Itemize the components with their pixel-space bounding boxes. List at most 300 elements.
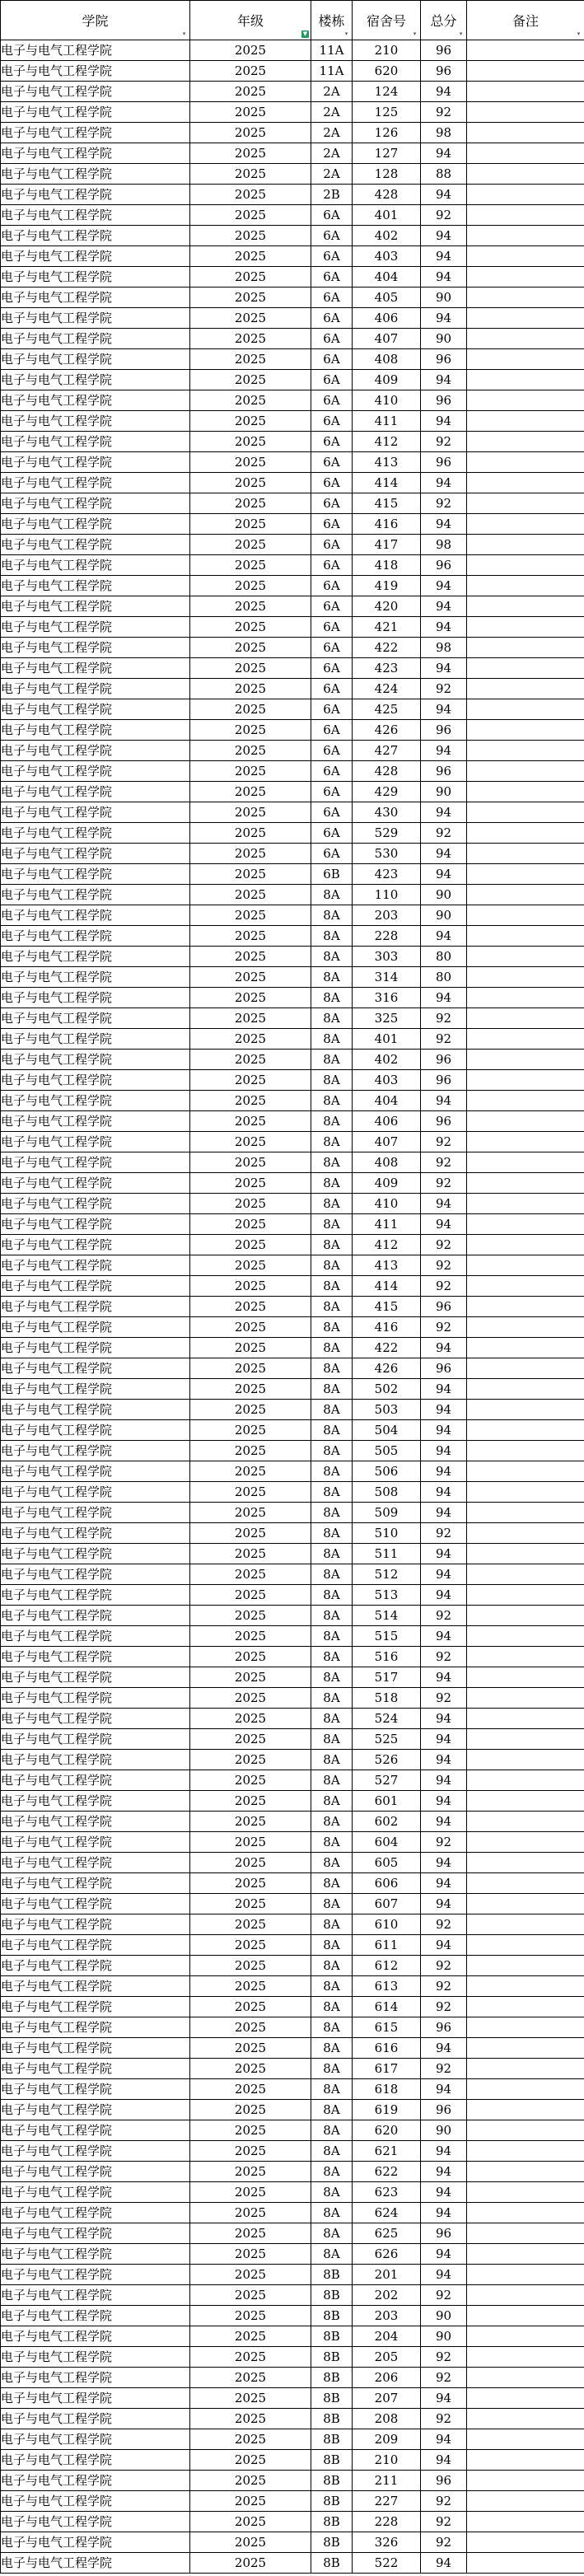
cell-score[interactable]: 94 [421, 2388, 467, 2409]
cell-score[interactable]: 92 [421, 1008, 467, 1029]
cell-college[interactable]: 电子与电气工程学院 [1, 246, 190, 267]
cell-remark[interactable] [467, 2017, 584, 2038]
cell-remark[interactable] [467, 2512, 584, 2532]
cell-building[interactable]: 6A [311, 246, 353, 267]
cell-score[interactable]: 94 [421, 1935, 467, 1956]
cell-building[interactable]: 8A [311, 2120, 353, 2141]
cell-score[interactable]: 94 [421, 1400, 467, 1420]
cell-building[interactable]: 8B [311, 2553, 353, 2574]
cell-building[interactable]: 8B [311, 2512, 353, 2532]
cell-college[interactable]: 电子与电气工程学院 [1, 1297, 190, 1317]
cell-remark[interactable] [467, 1523, 584, 1544]
cell-building[interactable]: 8B [311, 2450, 353, 2471]
cell-college[interactable]: 电子与电气工程学院 [1, 2368, 190, 2388]
cell-room[interactable]: 525 [353, 1729, 421, 1750]
cell-building[interactable]: 8A [311, 1482, 353, 1503]
cell-remark[interactable] [467, 390, 584, 411]
cell-score[interactable]: 92 [421, 1029, 467, 1050]
cell-score[interactable]: 94 [421, 2162, 467, 2182]
cell-year[interactable]: 2025 [190, 1709, 311, 1729]
cell-score[interactable]: 96 [421, 1050, 467, 1070]
cell-year[interactable]: 2025 [190, 2491, 311, 2512]
cell-year[interactable]: 2025 [190, 1812, 311, 1832]
cell-remark[interactable] [467, 1400, 584, 1420]
cell-building[interactable]: 6A [311, 452, 353, 473]
cell-remark[interactable] [467, 2306, 584, 2326]
cell-college[interactable]: 电子与电气工程学院 [1, 1482, 190, 1503]
cell-college[interactable]: 电子与电气工程学院 [1, 2038, 190, 2059]
cell-score[interactable]: 96 [421, 40, 467, 61]
cell-college[interactable]: 电子与电气工程学院 [1, 1791, 190, 1812]
cell-year[interactable]: 2025 [190, 1276, 311, 1297]
cell-building[interactable]: 8A [311, 1626, 353, 1647]
cell-college[interactable]: 电子与电气工程学院 [1, 2017, 190, 2038]
cell-year[interactable]: 2025 [190, 432, 311, 452]
cell-year[interactable]: 2025 [190, 1873, 311, 1894]
cell-year[interactable]: 2025 [190, 2079, 311, 2100]
cell-score[interactable]: 94 [421, 1770, 467, 1791]
cell-year[interactable]: 2025 [190, 926, 311, 947]
cell-score[interactable]: 94 [421, 1194, 467, 1214]
cell-room[interactable]: 206 [353, 2368, 421, 2388]
cell-building[interactable]: 8A [311, 1173, 353, 1194]
cell-remark[interactable] [467, 40, 584, 61]
cell-score[interactable]: 94 [421, 82, 467, 102]
cell-room[interactable]: 428 [353, 761, 421, 782]
cell-building[interactable]: 8A [311, 1400, 353, 1420]
cell-year[interactable]: 2025 [190, 782, 311, 802]
cell-building[interactable]: 6A [311, 349, 353, 370]
cell-college[interactable]: 电子与电气工程学院 [1, 1317, 190, 1338]
cell-college[interactable]: 电子与电气工程学院 [1, 1956, 190, 1976]
cell-year[interactable]: 2025 [190, 185, 311, 205]
cell-remark[interactable] [467, 1461, 584, 1482]
cell-year[interactable]: 2025 [190, 2203, 311, 2223]
cell-year[interactable]: 2025 [190, 1750, 311, 1770]
cell-college[interactable]: 电子与电气工程学院 [1, 782, 190, 802]
cell-building[interactable]: 8A [311, 1050, 353, 1070]
cell-year[interactable]: 2025 [190, 1503, 311, 1523]
cell-room[interactable]: 429 [353, 782, 421, 802]
cell-year[interactable]: 2025 [190, 473, 311, 493]
cell-remark[interactable] [467, 1132, 584, 1152]
cell-year[interactable]: 2025 [190, 2038, 311, 2059]
cell-score[interactable]: 96 [421, 1070, 467, 1091]
cell-college[interactable]: 电子与电气工程学院 [1, 2244, 190, 2265]
cell-remark[interactable] [467, 1317, 584, 1338]
cell-college[interactable]: 电子与电气工程学院 [1, 1400, 190, 1420]
cell-building[interactable]: 8A [311, 1956, 353, 1976]
cell-score[interactable]: 94 [421, 1420, 467, 1441]
cell-score[interactable]: 92 [421, 1647, 467, 1667]
cell-remark[interactable] [467, 741, 584, 761]
cell-room[interactable]: 415 [353, 493, 421, 514]
cell-room[interactable]: 207 [353, 2388, 421, 2409]
cell-year[interactable]: 2025 [190, 1400, 311, 1420]
cell-college[interactable]: 电子与电气工程学院 [1, 2162, 190, 2182]
cell-room[interactable]: 314 [353, 967, 421, 988]
cell-score[interactable]: 96 [421, 720, 467, 741]
cell-building[interactable]: 8B [311, 2326, 353, 2347]
cell-room[interactable]: 128 [353, 164, 421, 185]
cell-score[interactable]: 94 [421, 596, 467, 617]
cell-year[interactable]: 2025 [190, 1297, 311, 1317]
cell-college[interactable]: 电子与电气工程学院 [1, 679, 190, 699]
cell-year[interactable]: 2025 [190, 82, 311, 102]
cell-room[interactable]: 211 [353, 2471, 421, 2491]
cell-year[interactable]: 2025 [190, 2223, 311, 2244]
cell-room[interactable]: 620 [353, 2120, 421, 2141]
cell-remark[interactable] [467, 2326, 584, 2347]
cell-year[interactable]: 2025 [190, 1441, 311, 1461]
cell-score[interactable]: 94 [421, 2079, 467, 2100]
cell-year[interactable]: 2025 [190, 617, 311, 638]
cell-year[interactable]: 2025 [190, 1935, 311, 1956]
cell-room[interactable]: 203 [353, 2306, 421, 2326]
cell-score[interactable]: 94 [421, 1091, 467, 1111]
cell-year[interactable]: 2025 [190, 1255, 311, 1276]
cell-score[interactable]: 96 [421, 761, 467, 782]
cell-score[interactable]: 94 [421, 926, 467, 947]
cell-year[interactable]: 2025 [190, 802, 311, 823]
cell-building[interactable]: 8A [311, 2244, 353, 2265]
cell-remark[interactable] [467, 2409, 584, 2429]
cell-college[interactable]: 电子与电气工程学院 [1, 1379, 190, 1400]
cell-year[interactable]: 2025 [190, 658, 311, 679]
cell-building[interactable]: 6A [311, 576, 353, 596]
cell-college[interactable]: 电子与电气工程学院 [1, 947, 190, 967]
cell-building[interactable]: 8A [311, 1091, 353, 1111]
cell-year[interactable]: 2025 [190, 1956, 311, 1976]
cell-room[interactable]: 325 [353, 1008, 421, 1029]
cell-remark[interactable] [467, 411, 584, 432]
cell-room[interactable]: 511 [353, 1544, 421, 1564]
cell-building[interactable]: 6A [311, 473, 353, 493]
cell-building[interactable]: 8A [311, 1008, 353, 1029]
cell-college[interactable]: 电子与电气工程学院 [1, 1152, 190, 1173]
cell-score[interactable]: 92 [421, 823, 467, 844]
cell-score[interactable]: 94 [421, 2450, 467, 2471]
cell-college[interactable]: 电子与电气工程学院 [1, 1853, 190, 1873]
cell-room[interactable]: 617 [353, 2059, 421, 2079]
cell-remark[interactable] [467, 1564, 584, 1585]
cell-year[interactable]: 2025 [190, 2285, 311, 2306]
cell-college[interactable]: 电子与电气工程学院 [1, 1008, 190, 1029]
cell-score[interactable]: 94 [421, 844, 467, 864]
cell-room[interactable]: 404 [353, 267, 421, 288]
cell-score[interactable]: 90 [421, 288, 467, 308]
cell-building[interactable]: 8A [311, 1317, 353, 1338]
cell-year[interactable]: 2025 [190, 102, 311, 123]
cell-score[interactable]: 94 [421, 1338, 467, 1358]
cell-college[interactable]: 电子与电气工程学院 [1, 185, 190, 205]
cell-year[interactable]: 2025 [190, 1008, 311, 1029]
cell-room[interactable]: 408 [353, 349, 421, 370]
cell-room[interactable]: 619 [353, 2100, 421, 2120]
cell-building[interactable]: 8B [311, 2429, 353, 2450]
cell-remark[interactable] [467, 1647, 584, 1667]
cell-score[interactable]: 94 [421, 1626, 467, 1647]
cell-remark[interactable] [467, 1276, 584, 1297]
cell-college[interactable]: 电子与电气工程学院 [1, 967, 190, 988]
cell-score[interactable]: 92 [421, 2285, 467, 2306]
cell-building[interactable]: 8A [311, 1152, 353, 1173]
cell-building[interactable]: 8B [311, 2409, 353, 2429]
cell-year[interactable]: 2025 [190, 823, 311, 844]
cell-year[interactable]: 2025 [190, 1894, 311, 1914]
cell-year[interactable]: 2025 [190, 2532, 311, 2553]
cell-year[interactable]: 2025 [190, 1564, 311, 1585]
cell-score[interactable]: 94 [421, 2553, 467, 2574]
cell-score[interactable]: 94 [421, 308, 467, 329]
cell-year[interactable]: 2025 [190, 1214, 311, 1235]
cell-college[interactable]: 电子与电气工程学院 [1, 1029, 190, 1050]
cell-college[interactable]: 电子与电气工程学院 [1, 2120, 190, 2141]
cell-year[interactable]: 2025 [190, 411, 311, 432]
cell-score[interactable]: 96 [421, 1297, 467, 1317]
cell-building[interactable]: 8A [311, 2203, 353, 2223]
cell-year[interactable]: 2025 [190, 1976, 311, 1997]
cell-college[interactable]: 电子与电气工程学院 [1, 2491, 190, 2512]
cell-score[interactable]: 92 [421, 2347, 467, 2368]
cell-year[interactable]: 2025 [190, 885, 311, 905]
cell-building[interactable]: 8A [311, 1235, 353, 1255]
cell-score[interactable]: 92 [421, 1276, 467, 1297]
cell-score[interactable]: 94 [421, 2203, 467, 2223]
cell-college[interactable]: 电子与电气工程学院 [1, 2182, 190, 2203]
cell-college[interactable]: 电子与电气工程学院 [1, 1812, 190, 1832]
cell-college[interactable]: 电子与电气工程学院 [1, 638, 190, 658]
cell-remark[interactable] [467, 1894, 584, 1914]
cell-remark[interactable] [467, 988, 584, 1008]
cell-year[interactable]: 2025 [190, 1173, 311, 1194]
cell-room[interactable]: 611 [353, 1935, 421, 1956]
cell-college[interactable]: 电子与电气工程学院 [1, 2079, 190, 2100]
cell-year[interactable]: 2025 [190, 164, 311, 185]
cell-remark[interactable] [467, 844, 584, 864]
cell-remark[interactable] [467, 288, 584, 308]
cell-room[interactable]: 208 [353, 2409, 421, 2429]
cell-room[interactable]: 419 [353, 576, 421, 596]
cell-year[interactable]: 2025 [190, 555, 311, 576]
cell-building[interactable]: 11A [311, 40, 353, 61]
cell-remark[interactable] [467, 1008, 584, 1029]
cell-room[interactable]: 416 [353, 514, 421, 535]
cell-year[interactable]: 2025 [190, 1832, 311, 1853]
cell-building[interactable]: 8A [311, 2182, 353, 2203]
cell-score[interactable]: 94 [421, 658, 467, 679]
cell-remark[interactable] [467, 2100, 584, 2120]
cell-score[interactable]: 92 [421, 2409, 467, 2429]
cell-year[interactable]: 2025 [190, 1585, 311, 1606]
cell-year[interactable]: 2025 [190, 947, 311, 967]
cell-room[interactable]: 618 [353, 2079, 421, 2100]
cell-remark[interactable] [467, 2285, 584, 2306]
cell-year[interactable]: 2025 [190, 1729, 311, 1750]
cell-remark[interactable] [467, 1029, 584, 1050]
cell-year[interactable]: 2025 [190, 1091, 311, 1111]
cell-college[interactable]: 电子与电气工程学院 [1, 2203, 190, 2223]
cell-building[interactable]: 8A [311, 1873, 353, 1894]
cell-room[interactable]: 605 [353, 1853, 421, 1873]
cell-remark[interactable] [467, 493, 584, 514]
cell-building[interactable]: 2A [311, 143, 353, 164]
cell-college[interactable]: 电子与电气工程学院 [1, 2223, 190, 2244]
cell-room[interactable]: 401 [353, 205, 421, 226]
cell-remark[interactable] [467, 2265, 584, 2285]
cell-remark[interactable] [467, 1791, 584, 1812]
cell-building[interactable]: 8A [311, 2223, 353, 2244]
cell-remark[interactable] [467, 2553, 584, 2574]
cell-year[interactable]: 2025 [190, 699, 311, 720]
cell-room[interactable]: 527 [353, 1770, 421, 1791]
cell-score[interactable]: 94 [421, 1894, 467, 1914]
cell-year[interactable]: 2025 [190, 1606, 311, 1626]
cell-remark[interactable] [467, 61, 584, 82]
cell-remark[interactable] [467, 1853, 584, 1873]
cell-college[interactable]: 电子与电气工程学院 [1, 205, 190, 226]
cell-remark[interactable] [467, 185, 584, 205]
cell-score[interactable]: 96 [421, 390, 467, 411]
cell-remark[interactable] [467, 2347, 584, 2368]
cell-score[interactable]: 94 [421, 2265, 467, 2285]
cell-remark[interactable] [467, 1194, 584, 1214]
cell-room[interactable]: 606 [353, 1873, 421, 1894]
filter-active-icon[interactable]: ▼ [302, 30, 308, 37]
cell-score[interactable]: 94 [421, 1214, 467, 1235]
cell-room[interactable]: 110 [353, 885, 421, 905]
dropdown-arrow-icon[interactable]: ▾ [182, 30, 186, 37]
cell-college[interactable]: 电子与电气工程学院 [1, 1461, 190, 1482]
cell-remark[interactable] [467, 1379, 584, 1400]
cell-college[interactable]: 电子与电气工程学院 [1, 720, 190, 741]
cell-room[interactable]: 416 [353, 1317, 421, 1338]
cell-college[interactable]: 电子与电气工程学院 [1, 1050, 190, 1070]
cell-score[interactable]: 98 [421, 123, 467, 143]
cell-remark[interactable] [467, 1935, 584, 1956]
cell-building[interactable]: 6B [311, 864, 353, 885]
cell-building[interactable]: 8A [311, 1194, 353, 1214]
cell-year[interactable]: 2025 [190, 576, 311, 596]
cell-college[interactable]: 电子与电气工程学院 [1, 1647, 190, 1667]
cell-room[interactable]: 401 [353, 1029, 421, 1050]
cell-score[interactable]: 90 [421, 2326, 467, 2347]
cell-score[interactable]: 80 [421, 947, 467, 967]
cell-room[interactable]: 506 [353, 1461, 421, 1482]
cell-room[interactable]: 423 [353, 864, 421, 885]
cell-remark[interactable] [467, 370, 584, 390]
cell-year[interactable]: 2025 [190, 1379, 311, 1400]
cell-room[interactable]: 505 [353, 1441, 421, 1461]
cell-score[interactable]: 96 [421, 2100, 467, 2120]
cell-college[interactable]: 电子与电气工程学院 [1, 576, 190, 596]
cell-score[interactable]: 94 [421, 1667, 467, 1688]
cell-building[interactable]: 8A [311, 1297, 353, 1317]
cell-college[interactable]: 电子与电气工程学院 [1, 1544, 190, 1564]
cell-score[interactable]: 94 [421, 2244, 467, 2265]
cell-remark[interactable] [467, 2471, 584, 2491]
cell-building[interactable]: 2B [311, 185, 353, 205]
cell-college[interactable]: 电子与电气工程学院 [1, 2347, 190, 2368]
cell-year[interactable]: 2025 [190, 2450, 311, 2471]
cell-year[interactable]: 2025 [190, 1853, 311, 1873]
cell-building[interactable]: 6A [311, 555, 353, 576]
cell-score[interactable]: 92 [421, 1688, 467, 1709]
cell-building[interactable]: 8A [311, 1914, 353, 1935]
cell-year[interactable]: 2025 [190, 864, 311, 885]
cell-room[interactable]: 421 [353, 617, 421, 638]
cell-score[interactable]: 94 [421, 267, 467, 288]
cell-score[interactable]: 94 [421, 1441, 467, 1461]
cell-score[interactable]: 96 [421, 2471, 467, 2491]
cell-year[interactable]: 2025 [190, 267, 311, 288]
cell-remark[interactable] [467, 699, 584, 720]
cell-room[interactable]: 604 [353, 1832, 421, 1853]
cell-score[interactable]: 96 [421, 2223, 467, 2244]
cell-building[interactable]: 6A [311, 658, 353, 679]
cell-year[interactable]: 2025 [190, 390, 311, 411]
cell-remark[interactable] [467, 2532, 584, 2553]
cell-room[interactable]: 509 [353, 1503, 421, 1523]
cell-remark[interactable] [467, 82, 584, 102]
cell-remark[interactable] [467, 2223, 584, 2244]
cell-room[interactable]: 508 [353, 1482, 421, 1503]
cell-score[interactable]: 80 [421, 967, 467, 988]
cell-building[interactable]: 8A [311, 1379, 353, 1400]
cell-building[interactable]: 8A [311, 1461, 353, 1482]
cell-remark[interactable] [467, 2429, 584, 2450]
col-header-score[interactable] [421, 1, 467, 40]
cell-remark[interactable] [467, 1255, 584, 1276]
cell-college[interactable]: 电子与电气工程学院 [1, 2265, 190, 2285]
cell-college[interactable]: 电子与电气工程学院 [1, 2100, 190, 2120]
cell-year[interactable]: 2025 [190, 2409, 311, 2429]
cell-room[interactable]: 417 [353, 535, 421, 555]
cell-college[interactable]: 电子与电气工程学院 [1, 2553, 190, 2574]
cell-college[interactable]: 电子与电气工程学院 [1, 1523, 190, 1544]
cell-building[interactable]: 6A [311, 411, 353, 432]
cell-building[interactable]: 8A [311, 1770, 353, 1791]
cell-room[interactable]: 202 [353, 2285, 421, 2306]
cell-room[interactable]: 411 [353, 411, 421, 432]
cell-building[interactable]: 8A [311, 1276, 353, 1297]
cell-college[interactable]: 电子与电气工程学院 [1, 2429, 190, 2450]
cell-year[interactable]: 2025 [190, 2059, 311, 2079]
cell-building[interactable]: 6A [311, 679, 353, 699]
cell-building[interactable]: 6A [311, 205, 353, 226]
cell-room[interactable]: 610 [353, 1914, 421, 1935]
cell-score[interactable]: 94 [421, 473, 467, 493]
cell-score[interactable]: 92 [421, 1832, 467, 1853]
cell-room[interactable]: 513 [353, 1585, 421, 1606]
cell-room[interactable]: 512 [353, 1564, 421, 1585]
cell-score[interactable]: 94 [421, 246, 467, 267]
cell-year[interactable]: 2025 [190, 1194, 311, 1214]
cell-remark[interactable] [467, 1606, 584, 1626]
cell-building[interactable]: 8A [311, 1606, 353, 1626]
cell-score[interactable]: 92 [421, 1132, 467, 1152]
cell-building[interactable]: 8A [311, 1503, 353, 1523]
cell-college[interactable]: 电子与电气工程学院 [1, 123, 190, 143]
cell-year[interactable]: 2025 [190, 679, 311, 699]
cell-room[interactable]: 620 [353, 61, 421, 82]
cell-building[interactable]: 8A [311, 967, 353, 988]
cell-year[interactable]: 2025 [190, 1791, 311, 1812]
cell-score[interactable]: 94 [421, 2038, 467, 2059]
cell-building[interactable]: 8A [311, 947, 353, 967]
cell-score[interactable]: 92 [421, 2491, 467, 2512]
cell-remark[interactable] [467, 1503, 584, 1523]
